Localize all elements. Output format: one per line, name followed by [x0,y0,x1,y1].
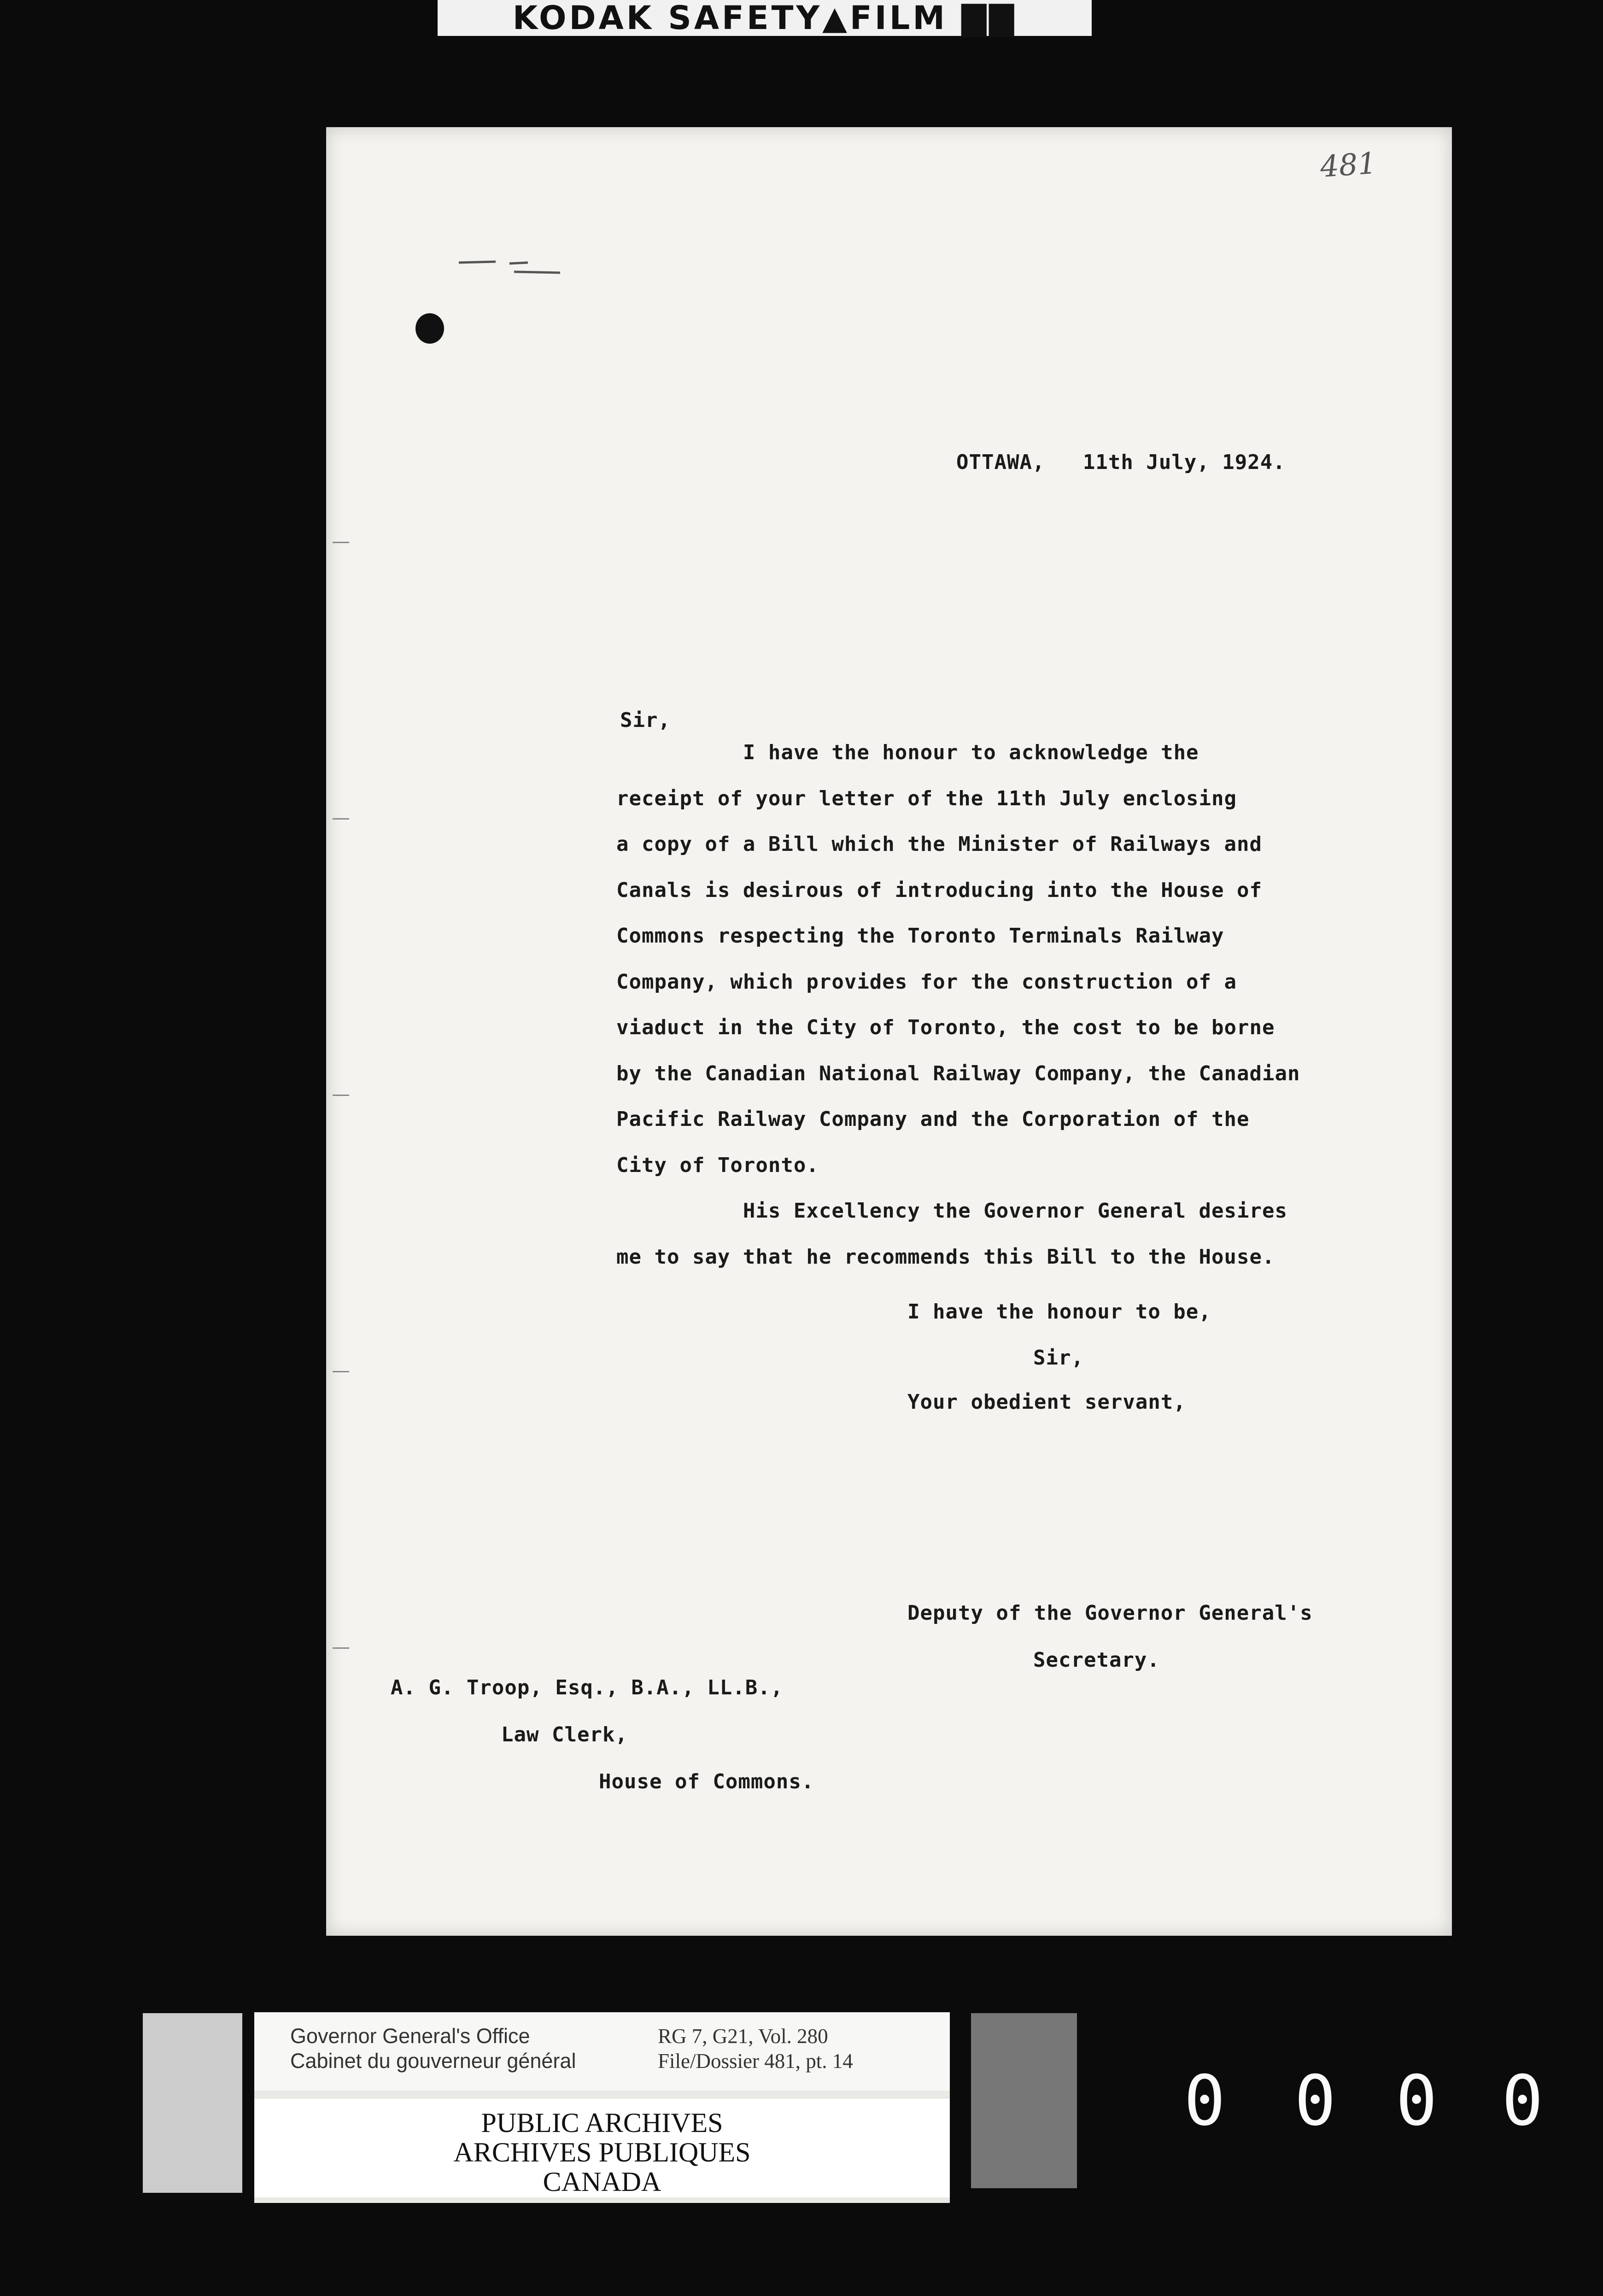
frame-counter-digit: 0 [1502,2061,1544,2141]
label-office-fr: Cabinet du gouverneur général [290,2049,576,2073]
body-line: Canals is desirous of introducing into the House of [616,878,1263,902]
edge-mark [333,1095,349,1096]
addressee-office: House of Commons. [599,1770,814,1793]
body-line: City of Toronto. [616,1153,819,1177]
body-line: His Excellency the Governor General desires [616,1199,1287,1223]
film-brand-label: KODAK SAFETY▲FILM ▇▇ [438,0,1092,36]
institution-line: ARCHIVES PUBLIQUES [453,2137,751,2167]
edge-mark [333,818,349,820]
body-line: me to say that he recommends this Bill to the House. [616,1245,1275,1269]
label-file-number: File/Dossier 481, pt. 14 [658,2050,853,2073]
institution-line: PUBLIC ARCHIVES [481,2108,723,2138]
edge-mark [333,1371,349,1372]
label-record-group: RG 7, G21, Vol. 280 [658,2025,828,2048]
label-office-en: Governor General's Office [290,2024,530,2048]
film-holder-tab [971,2013,1077,2188]
film-holder-tab [143,2013,242,2193]
frame-counter [1184,2061,1562,2141]
body-line: Commons respecting the Toronto Terminals Railway [616,924,1224,948]
folio-number: 481 [1319,146,1378,185]
punch-hole [415,313,444,344]
letter-page [326,127,1452,1936]
body-line: receipt of your letter of the 11th July enclosing [616,786,1237,810]
signature-title: Deputy of the Governor General's [907,1601,1313,1625]
body-line: Pacific Railway Company and the Corporation of the [616,1107,1250,1131]
closing-line: I have the honour to be, [907,1300,1211,1324]
salutation: Sir, [620,709,671,732]
closing-line: Your obedient servant, [907,1390,1186,1414]
frame-counter-digit: 0 [1294,2061,1336,2141]
faint-stamp-mark [454,253,565,281]
edge-mark [333,1647,349,1649]
institution-line: CANADA [543,2167,661,2197]
letter-body [616,739,1300,1289]
edge-mark [333,542,349,543]
body-line: viaduct in the City of Toronto, the cost to be borne [616,1016,1275,1039]
signature-title: Secretary. [1033,1648,1160,1672]
archive-institution [254,2099,950,2197]
body-line: I have the honour to acknowledge the [616,741,1199,764]
body-line: a copy of a Bill which the Minister of Railways and [616,832,1263,856]
closing-line: Sir, [1033,1346,1084,1370]
frame-counter-digit: 0 [1396,2061,1438,2141]
archive-label-reference [254,2012,950,2091]
body-line: by the Canadian National Railway Company, the Canadian [616,1061,1300,1085]
letter-date-line: OTTAWA, 11th July, 1924. [956,451,1286,474]
body-line: Company, which provides for the construction of a [616,970,1237,994]
archive-label-card [254,2012,950,2203]
addressee-name: A. G. Troop, Esq., B.A., LL.B., [391,1676,784,1699]
frame-counter-digit: 0 [1184,2061,1226,2141]
film-edge-strip [0,0,1603,37]
addressee-title: Law Clerk, [501,1723,628,1746]
